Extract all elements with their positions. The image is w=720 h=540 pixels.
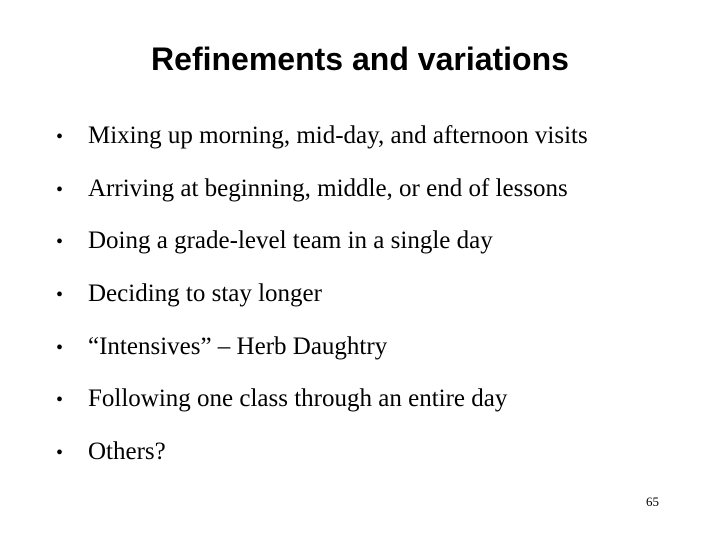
bullet-icon: • bbox=[56, 284, 64, 307]
bullet-item bbox=[56, 114, 696, 167]
bullet-item bbox=[56, 377, 696, 430]
bullet-text: Deciding to stay longer bbox=[88, 280, 322, 308]
bullet-icon: • bbox=[56, 178, 64, 201]
bullet-list bbox=[56, 114, 696, 483]
bullet-icon: • bbox=[56, 126, 64, 148]
page-number: 65 bbox=[646, 494, 659, 509]
bullet-item bbox=[56, 272, 696, 325]
bullet-icon: • bbox=[56, 442, 64, 465]
bullet-item bbox=[56, 219, 696, 272]
bullet-icon: • bbox=[56, 389, 64, 412]
bullet-text: Arriving at beginning, middle, or end of lessons bbox=[88, 174, 568, 202]
slide-title: Refinements and variations bbox=[151, 41, 569, 77]
bullet-item bbox=[56, 430, 696, 483]
bullet-text: Mixing up morning, mid-day, and afternoon visits bbox=[88, 122, 588, 149]
bullet-text: “Intensives” – Herb Daughtry bbox=[88, 332, 388, 360]
bullet-text: Following one class through an entire day bbox=[88, 385, 508, 413]
bullet-text: Doing a grade-level team in a single day bbox=[88, 227, 493, 255]
bullet-item bbox=[56, 325, 696, 378]
bullet-icon: • bbox=[56, 231, 64, 254]
bullet-item bbox=[56, 167, 696, 220]
bullet-icon: • bbox=[56, 336, 64, 359]
bullet-text: Others? bbox=[88, 438, 166, 466]
